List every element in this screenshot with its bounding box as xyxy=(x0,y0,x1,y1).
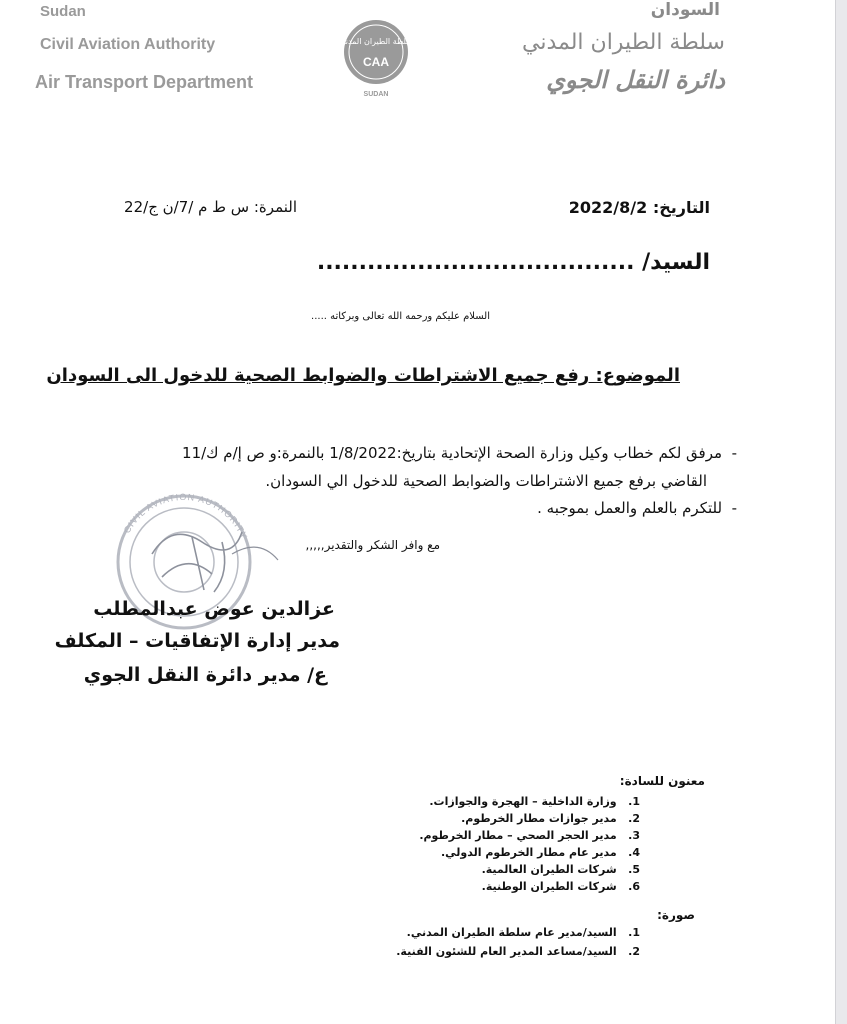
addressee: السيد/ ...................................... xyxy=(316,250,710,275)
list-item-text: السيد/مدير عام سلطة الطيران المدني. xyxy=(406,926,617,939)
signatory-on-behalf: ع/ مدير دائرة النقل الجوي xyxy=(83,664,327,686)
list-item-number: 5. xyxy=(628,863,640,876)
body-bullet-1-line-2: القاضي برفع جميع الاشتراطات والضوابط الصحية للدخول الي السودان. xyxy=(265,472,707,490)
list-item xyxy=(407,926,640,939)
body-bullet-2-text: للتكرم بالعلم والعمل بموجبه . xyxy=(537,499,723,517)
list-item-text: السيد/مساعد المدير العام للشئون الفنية. xyxy=(396,945,617,958)
copies-heading: صورة: xyxy=(657,908,695,922)
list-item xyxy=(461,812,640,825)
date-value: 2022/8/2 xyxy=(568,198,648,217)
list-item-number: 1. xyxy=(628,926,640,939)
subject-line: الموضوع: رفع جميع الاشتراطات والضوابط الصحية للدخول الى السودان xyxy=(46,365,680,386)
list-item-number: 1. xyxy=(628,795,640,808)
list-item xyxy=(482,880,640,893)
reference-value: س ط م /7/ن ج/22 xyxy=(124,198,250,216)
list-item-text: مدير عام مطار الخرطوم الدولي. xyxy=(440,846,617,859)
list-item-text: شركات الطيران الوطنية. xyxy=(481,880,617,893)
letterhead-authority-en: Civil Aviation Authority xyxy=(40,36,216,53)
logo-text-country: SUDAN xyxy=(363,91,389,98)
caa-logo xyxy=(330,8,422,100)
list-item-text: مدير جوازات مطار الخرطوم. xyxy=(461,812,617,825)
bullet-dash: - xyxy=(722,499,737,517)
reference-label: النمرة: xyxy=(253,198,297,216)
letterhead-country-en: Sudan xyxy=(40,3,86,20)
date-line xyxy=(569,198,710,217)
list-item xyxy=(441,846,640,859)
recipients-heading: معنون للسادة: xyxy=(619,774,705,788)
stamp-ring-text: CIVIL AVIATION AUTHORITY xyxy=(121,491,250,542)
logo-text-abbr: CAA xyxy=(363,55,389,69)
list-item-text: شركات الطيران العالمية. xyxy=(481,863,617,876)
list-item-number: 2. xyxy=(628,945,640,958)
list-item-text: مدير الحجر الصحي – مطار الخرطوم. xyxy=(419,829,617,842)
list-item-number: 6. xyxy=(628,880,640,893)
greeting: السلام عليكم ورحمه الله تعالى وبركاته ..... xyxy=(311,311,490,322)
letterhead-country-ar: السودان xyxy=(650,0,720,20)
body-bullet-1-line-1 xyxy=(182,444,737,462)
list-item-number: 4. xyxy=(628,846,640,859)
closing-line: مع وافر الشكر والتقدير,,,,, xyxy=(305,538,440,552)
list-item-number: 3. xyxy=(628,829,640,842)
logo-text-ar: سلطة الطيران المدني xyxy=(339,37,413,46)
list-item xyxy=(482,863,640,876)
letterhead-department-ar: دائرة النقل الجوي xyxy=(546,66,725,94)
signatory-name: عزالدين عوض عبدالمطلب xyxy=(93,598,335,620)
reference-line xyxy=(124,198,297,216)
body-bullet-1-text: مرفق لكم خطاب وكيل وزارة الصحة الإتحادية بتاريخ:1/8/2022 بالنمرة:و ص إ/م ك/11 xyxy=(182,444,723,462)
letterhead-department-en: Air Transport Department xyxy=(35,72,254,92)
list-item xyxy=(419,829,640,842)
bullet-dash: - xyxy=(722,444,737,462)
letterhead-authority-ar: سلطة الطيران المدني xyxy=(522,30,725,55)
date-label: التاريخ: xyxy=(652,198,710,217)
list-item xyxy=(429,795,640,808)
list-item-text: وزارة الداخلية – الهجرة والجوازات. xyxy=(429,795,617,808)
signatory-title: مدير إدارة الإتفاقيات – المكلف xyxy=(54,630,340,652)
body-bullet-2 xyxy=(537,499,737,517)
list-item-number: 2. xyxy=(628,812,640,825)
list-item xyxy=(396,945,640,958)
